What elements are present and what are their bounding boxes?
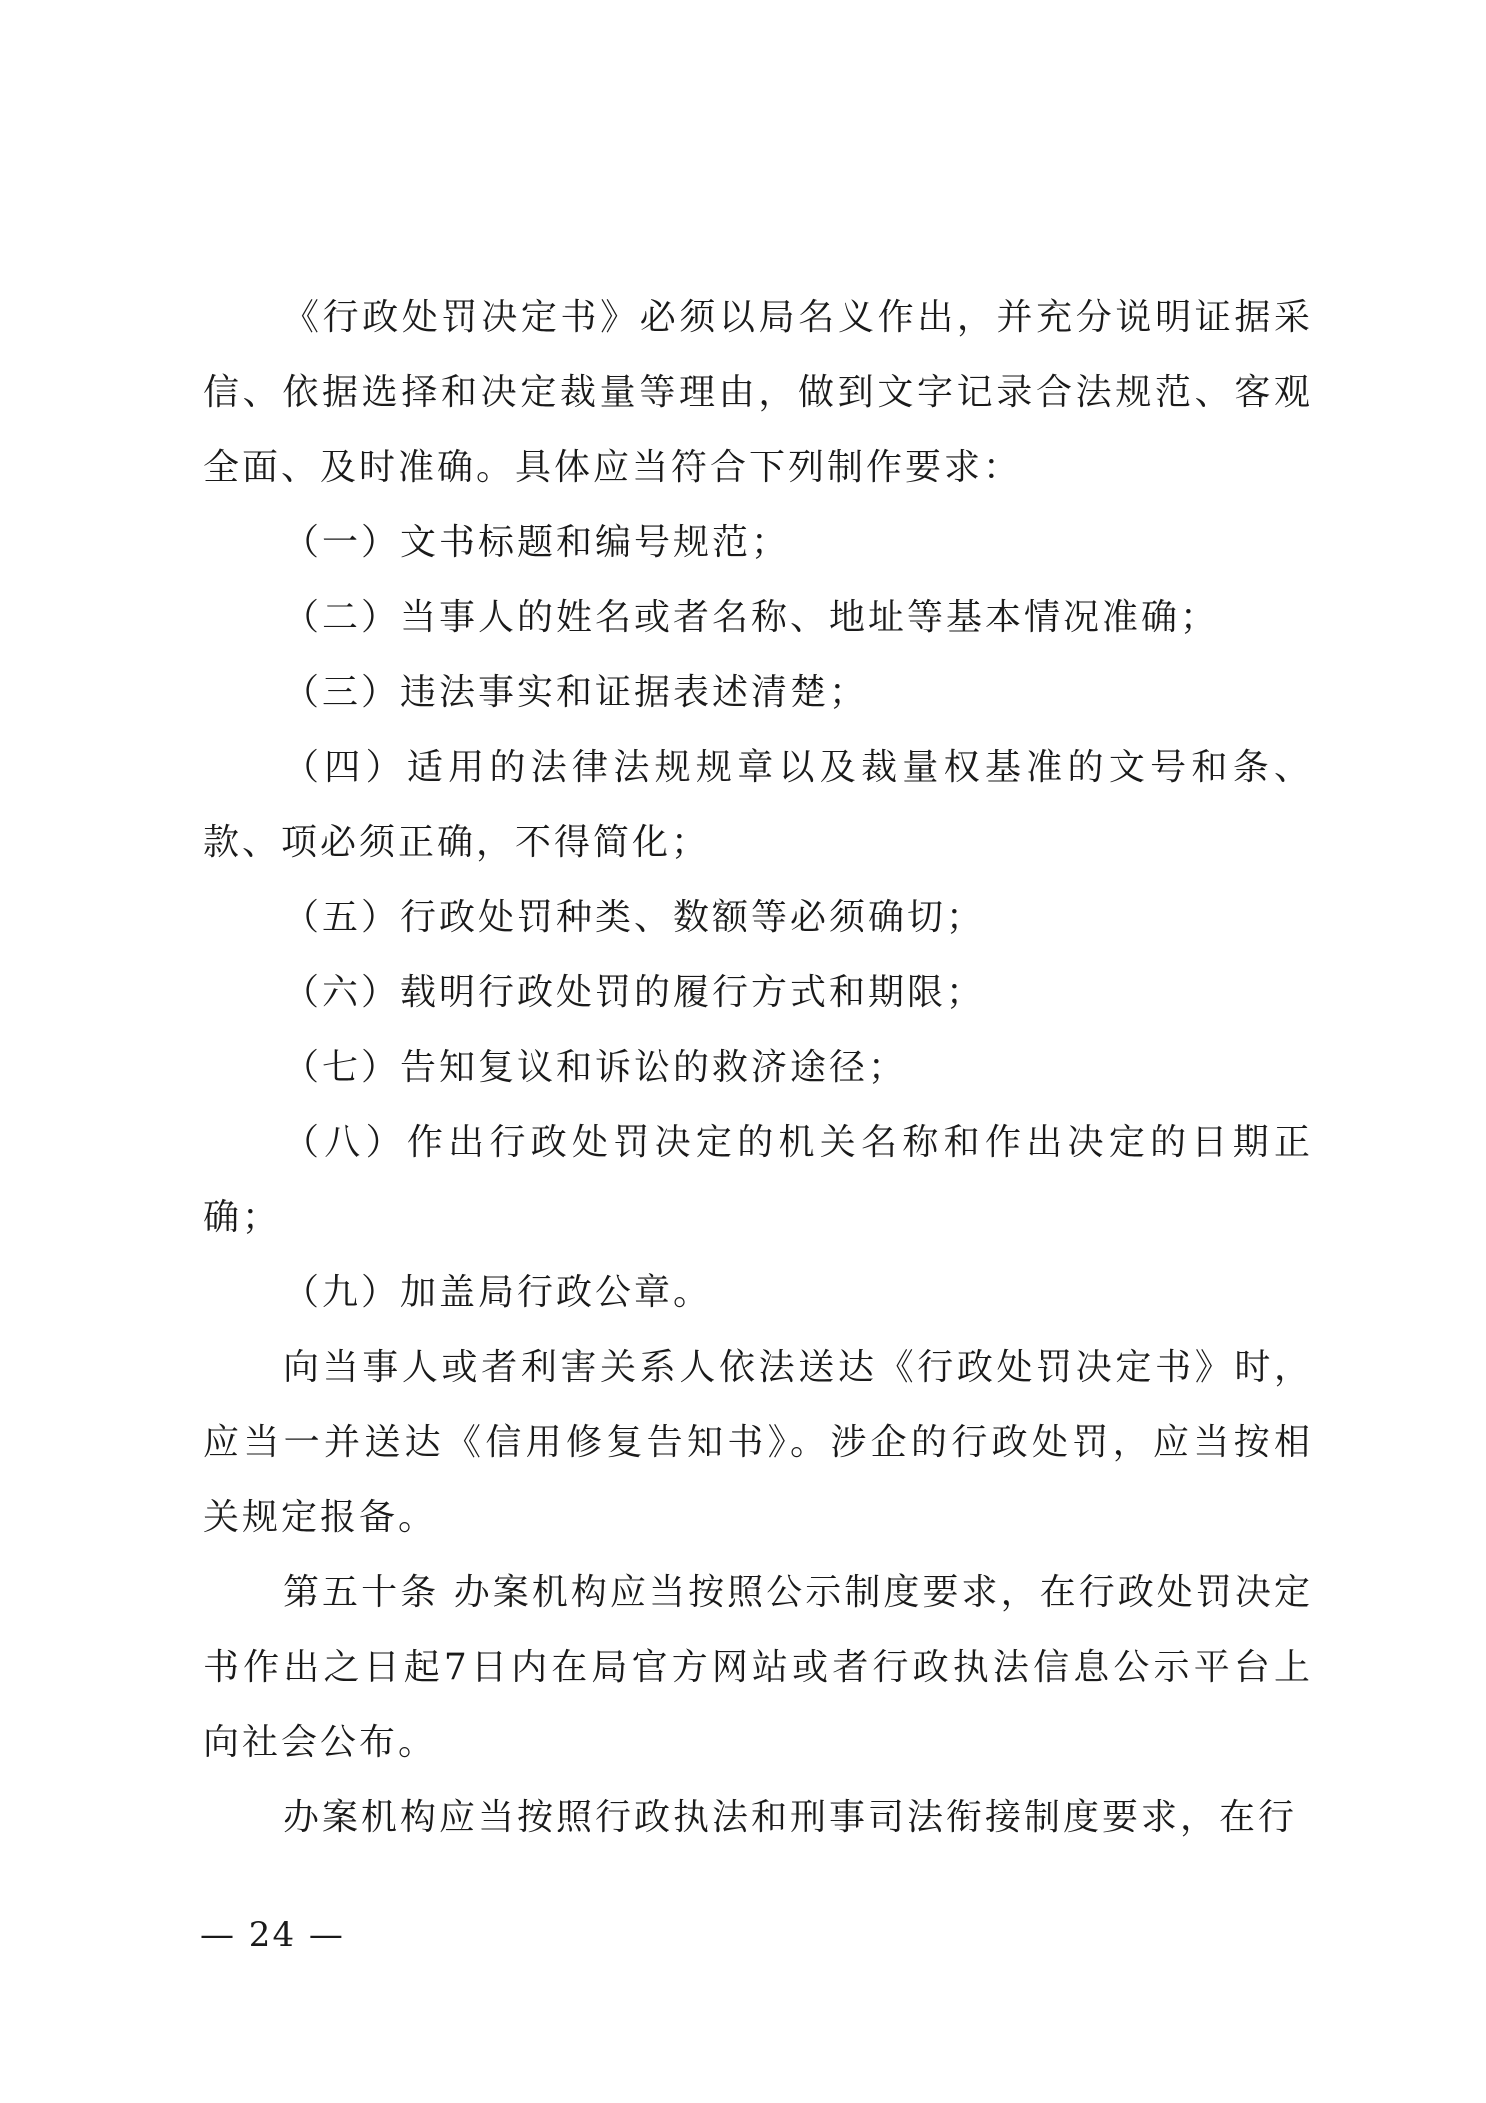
list-item-9: （九）加盖局行政公章。 bbox=[283, 1272, 713, 1313]
body-text bbox=[203, 280, 1313, 1855]
paragraph-delivery: 向当事人或者利害关系人依法送达《行政处罚决定书》时，应当一并送达《信用修复告知书》。涉企的行政处罚，应当按相关规定报备。 bbox=[203, 1347, 1313, 1538]
paragraph-decision-requirements: 《行政处罚决定书》必须以局名义作出，并充分说明证据采信、依据选择和决定裁量等理由，做到文字记录合法规范、客观全面、及时准确。具体应当符合下列制作要求： bbox=[203, 297, 1313, 488]
list-item-1: （一）文书标题和编号规范； bbox=[283, 522, 791, 563]
list-item-6: （六）载明行政处罚的履行方式和期限； bbox=[283, 972, 986, 1013]
paragraph-criminal-justice-link: 办案机构应当按照行政执法和刑事司法衔接制度要求，在行 bbox=[283, 1797, 1298, 1838]
list-item-7: （七）告知复议和诉讼的救济途径； bbox=[283, 1047, 908, 1088]
list-item-4: （四）适用的法律法规规章以及裁量权基准的文号和条、款、项必须正确，不得简化； bbox=[203, 747, 1313, 863]
list-item-5: （五）行政处罚种类、数额等必须确切； bbox=[283, 897, 986, 938]
page-number: — 24 — bbox=[200, 1915, 345, 1955]
list-item-8: （八）作出行政处罚决定的机关名称和作出决定的日期正确； bbox=[203, 1122, 1313, 1238]
paragraph-article-50: 第五十条 办案机构应当按照公示制度要求，在行政处罚决定书作出之日起7日内在局官方网站或者行政执法信息公示平台上向社会公布。 bbox=[203, 1572, 1313, 1763]
list-item-3: （三）违法事实和证据表述清楚； bbox=[283, 672, 869, 713]
list-item-2: （二）当事人的姓名或者名称、地址等基本情况准确； bbox=[283, 597, 1220, 638]
